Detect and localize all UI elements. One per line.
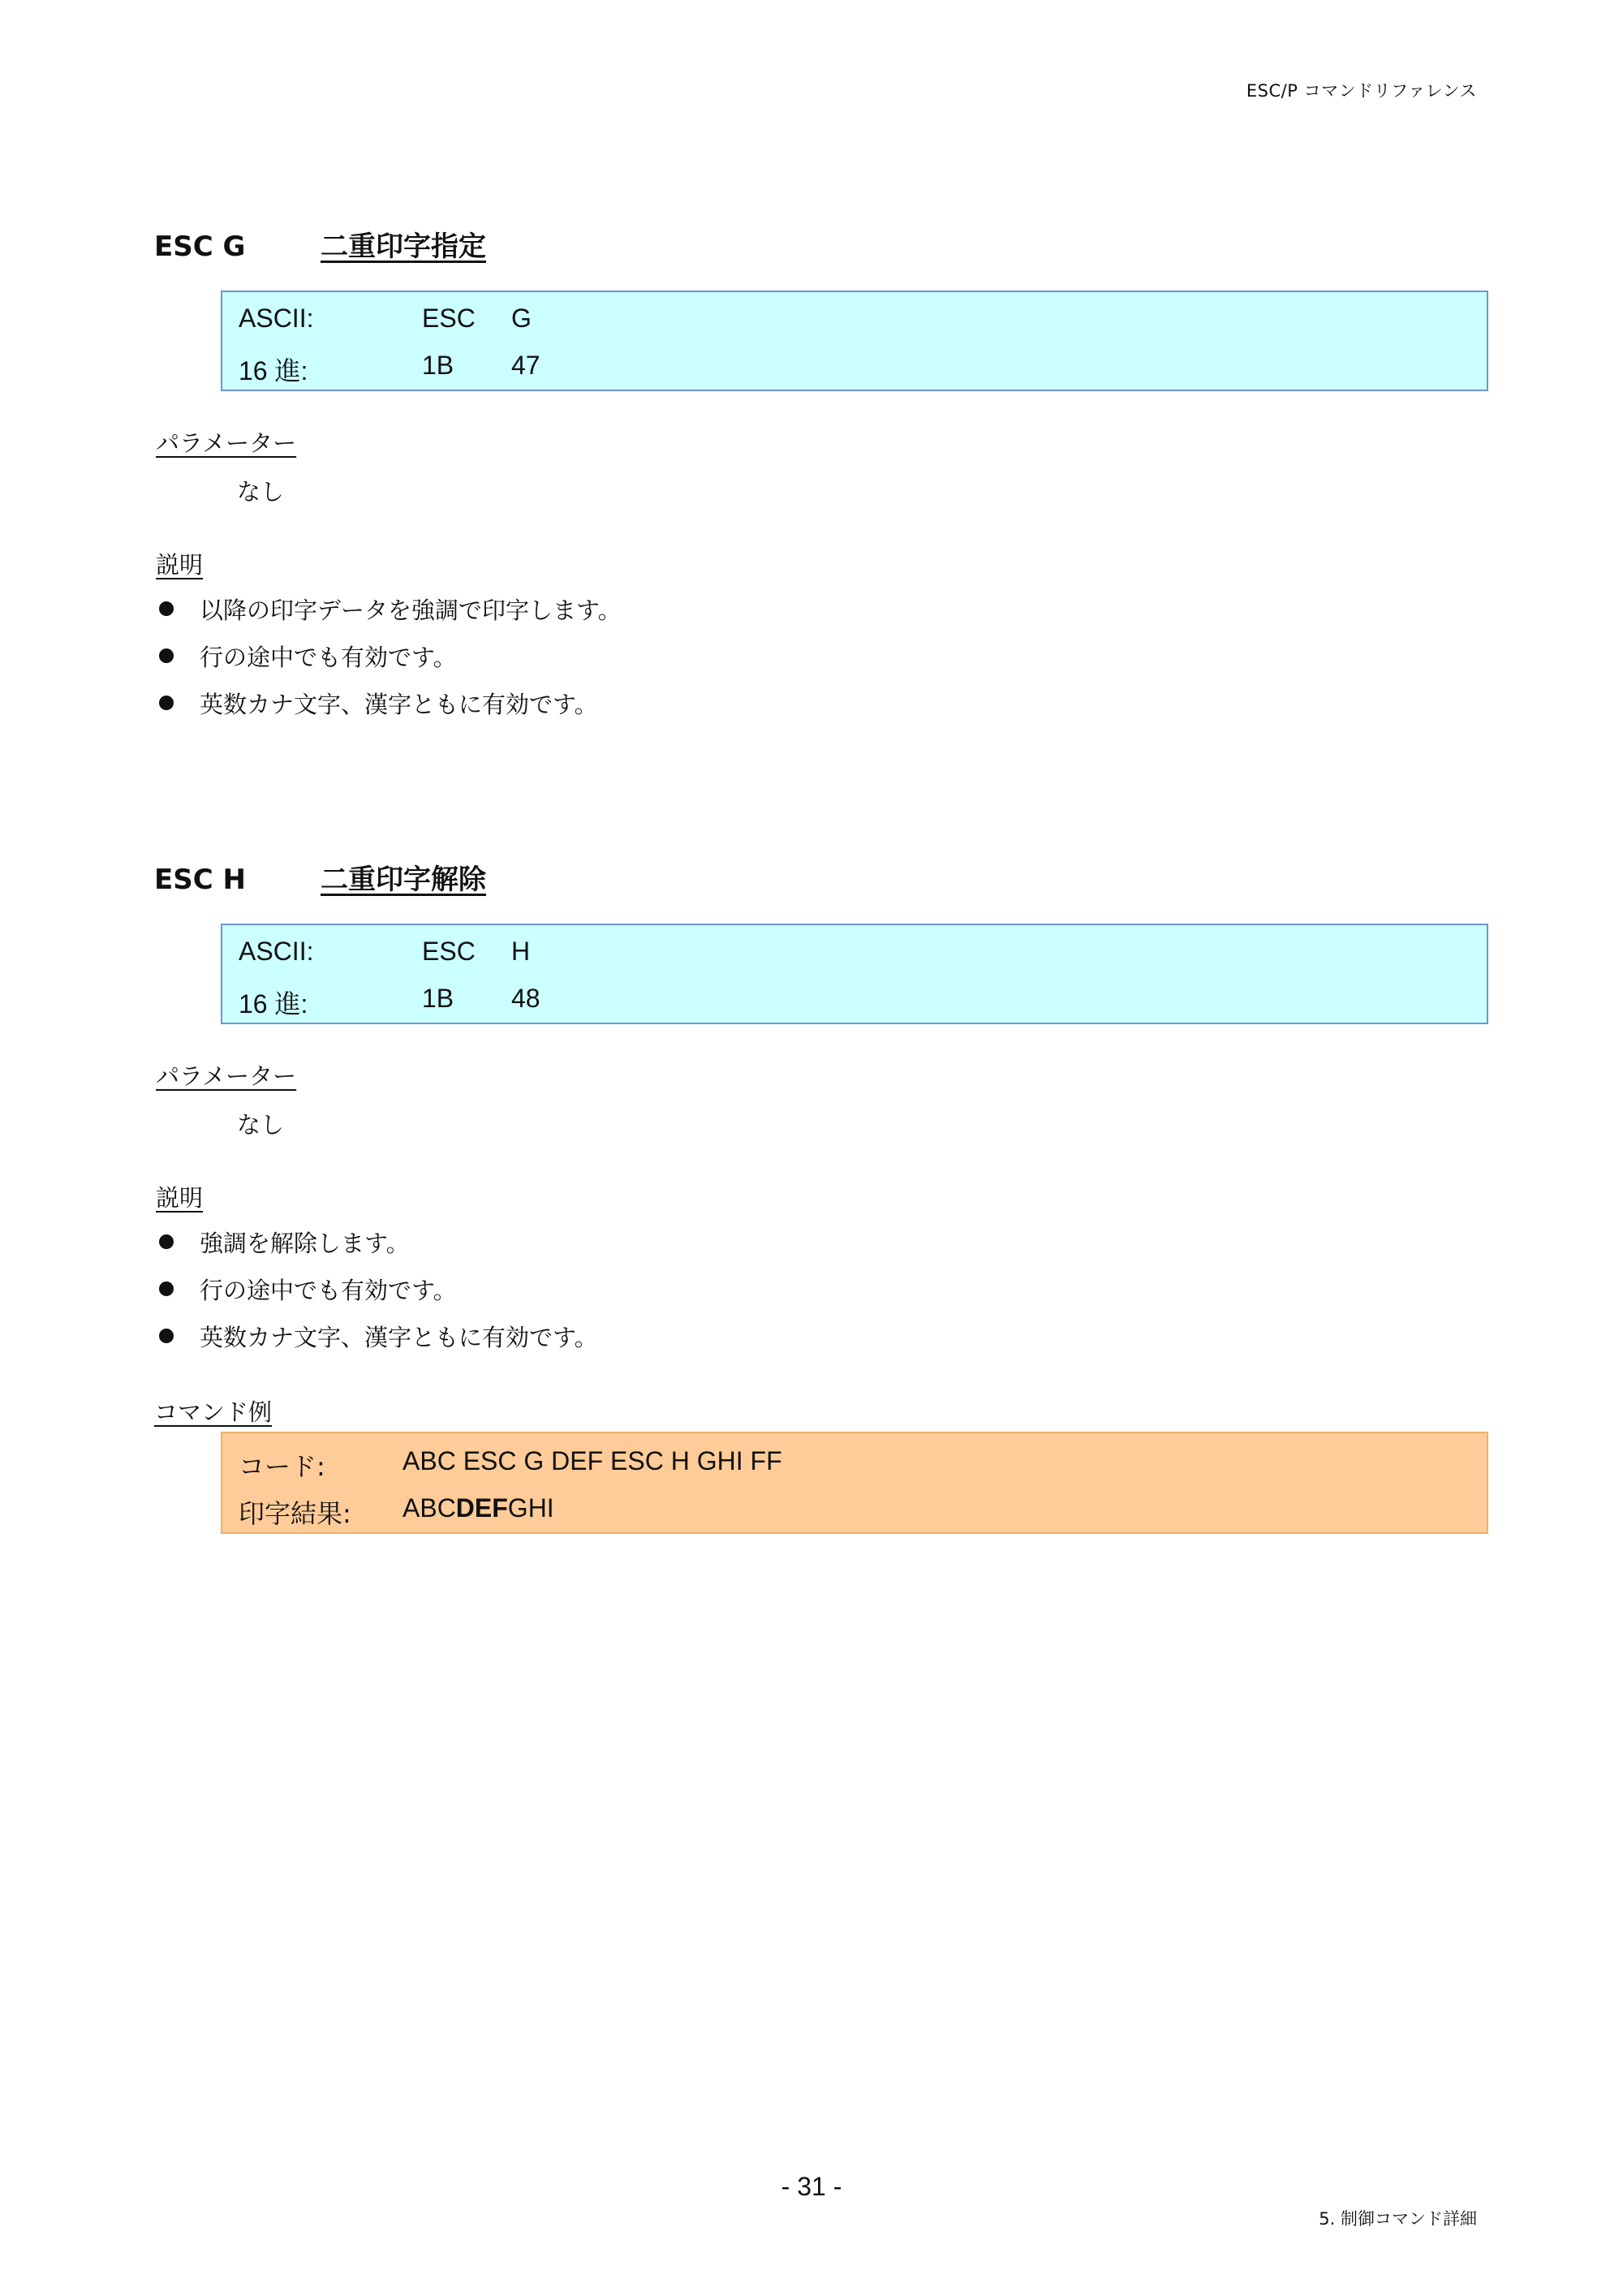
ascii-value-2: G <box>511 304 532 333</box>
section-title-esc-h <box>154 857 486 897</box>
bullet-icon <box>159 648 174 663</box>
hex-value-1: 1B <box>422 984 454 1013</box>
list-item <box>156 585 622 632</box>
description-heading: 説明 <box>156 1184 204 1212</box>
list-item <box>156 632 622 679</box>
parameter-heading: パラメーター <box>156 429 297 457</box>
command-name: ESC G <box>154 230 246 263</box>
list-item-text: 以降の印字データを強調で印字します。 <box>200 596 622 624</box>
description-list <box>156 1218 598 1359</box>
result-value <box>403 1493 554 1523</box>
parameter-value: なし <box>237 1111 285 1139</box>
hex-value-1: 1B <box>422 351 454 380</box>
result-suffix: GHI <box>507 1493 554 1523</box>
document-header-title: ESC/P コマンドリファレンス <box>1246 81 1477 101</box>
list-item <box>156 679 622 726</box>
hex-value-2: 48 <box>511 984 540 1013</box>
list-item <box>156 1265 598 1312</box>
description-list <box>156 585 622 726</box>
section-title-esc-g <box>154 224 486 264</box>
bullet-icon <box>159 1329 174 1343</box>
list-item-text: 行の途中でも有効です。 <box>200 1276 457 1304</box>
list-item-text: 英数カナ文字、漢字ともに有効です。 <box>200 1323 598 1351</box>
code-box-esc-h <box>221 924 1488 1024</box>
parameter-value: なし <box>237 478 285 506</box>
description-heading: 説明 <box>156 551 204 579</box>
command-example-box <box>221 1432 1488 1534</box>
ascii-label: ASCII: <box>239 304 314 333</box>
chapter-footer: 5. 制御コマンド詳細 <box>1319 2209 1477 2229</box>
code-label: コード: <box>239 1451 325 1482</box>
list-item <box>156 1218 598 1265</box>
hex-value-2: 47 <box>511 351 540 380</box>
result-prefix: ABC <box>403 1493 456 1523</box>
bullet-icon <box>159 601 174 616</box>
page-number: - 31 - <box>781 2172 842 2201</box>
hex-label: 16 進: <box>239 356 308 386</box>
result-label: 印字結果: <box>239 1498 351 1529</box>
command-example-heading: コマンド例 <box>154 1398 273 1426</box>
result-bold-text: DEF <box>455 1493 508 1523</box>
ascii-value-2: H <box>511 937 531 966</box>
ascii-value-1: ESC <box>422 937 476 966</box>
command-description: 二重印字解除 <box>321 864 486 896</box>
list-item <box>156 1312 598 1359</box>
bullet-icon <box>159 1282 174 1296</box>
ascii-label: ASCII: <box>239 937 314 966</box>
parameter-heading: パラメーター <box>156 1062 297 1090</box>
code-box-esc-g <box>221 291 1488 391</box>
bullet-icon <box>159 1234 174 1249</box>
command-description: 二重印字指定 <box>321 230 486 263</box>
ascii-value-1: ESC <box>422 304 476 333</box>
bullet-icon <box>159 696 174 710</box>
hex-label: 16 進: <box>239 989 308 1019</box>
code-value: ABC ESC G DEF ESC H GHI FF <box>403 1446 782 1475</box>
list-item-text: 強調を解除します。 <box>200 1229 410 1257</box>
list-item-text: 行の途中でも有効です。 <box>200 643 457 671</box>
command-name: ESC H <box>154 864 246 896</box>
list-item-text: 英数カナ文字、漢字ともに有効です。 <box>200 690 598 718</box>
